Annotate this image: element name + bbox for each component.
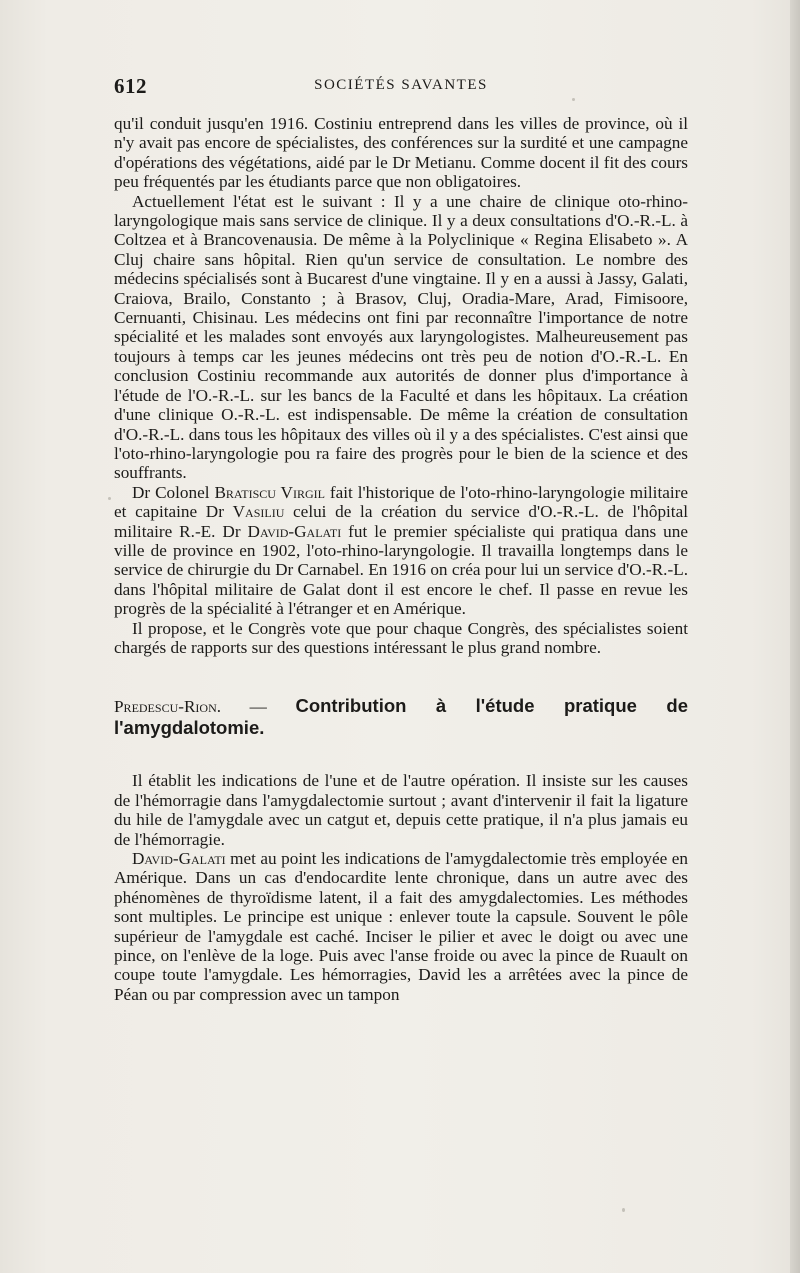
- title-text: Contribution à l'étude pratique de l'amygdalotomie.: [114, 695, 688, 739]
- author-name: Vasiliu: [232, 502, 285, 522]
- paper-speck: [622, 1208, 625, 1212]
- page-body: [114, 114, 688, 1004]
- text-segment: met au point les indications de l'amygdalectomie très employée en Amérique. Dans un cas d'endocardite lente chronique, dans un autre avec des phénomènes de thyroïdisme latent, il a fait des amygdalectomies. Les méthodes sont multiples. Le principe est unique : enlever toute la capsule. Souvent le pôle supérieur de l'amygdale est caché. Inciser le pilier et avec le doigt ou avec une pince, on l'enlève de la loge. Puis avec l'anse froide ou avec la pince de Ruault on coupe toute l'amygdale. Les hémorragies, David les a arrêtées avec la pince de Péan ou par compression avec un tampon: [114, 849, 688, 1004]
- text-segment: Dr Colonel: [132, 482, 215, 502]
- paragraph-indications: Il établit les indications de l'une et de l'autre opération. Il insiste sur les causes de l'hémorragie dans l'amygdalectomie surtout ; avant d'intervenir il fait la ligature du hile de l'amygdale avec un catgut et, depuis cette pratique, il n'a plus jamais eu de l'hémorragie.: [114, 771, 688, 849]
- section-gap: [114, 739, 688, 771]
- author-name: David-Galati: [247, 521, 342, 541]
- paragraph-current-state: Actuellement l'état est le suivant : Il y a une chaire de clinique oto-rhino-laryngologique mais sans service de clinique. Il y a deux consultations d'O.-R.-L. à Coltzea et à Brancovenausia. De même à la Polyclinique « Regina Elisabeto ». A Cluj chaire sans hôpital. Rien qu'un service de consultation. Le nombre des médecins spécialisés sont à Bucarest d'une vingtaine. Il y en a aussi à Jassy, Galati, Craiova, Brailo, Constanto ; à Brasov, Cluj, Oradia-Mare, Arad, Fimisoore, Cernuanti, Chisinau. Les médecins ont fini par reconnaître l'importance de notre spécialité et les malades sont envoyés aux laryngologistes. Malheureusement pas toujours à temps car les jeunes médecins ont très peu de notion d'O.-R.-L. En conclusion Costiniu recommande aux autorités de donner plus d'importance à l'étude de l'O.-R.-L. sur les bancs de la Faculté et dans les hôpitaux. La création d'une clinique O.-R.-L. est indispensable. De même la création de consultation d'O.-R.-L. dans tous les hôpitaux des villes où il y a des spécialistes. C'est ainsi que l'oto-rhino-laryngologie pou ra faire des progrès pour le bien de la science et des souffrants.: [114, 191, 688, 483]
- paper-speck: [108, 497, 111, 500]
- author-name: Bratiscu Virgil: [214, 482, 325, 502]
- running-head: SOCIÉTÉS SAVANTES: [314, 77, 488, 93]
- page-number: 612: [114, 74, 147, 98]
- paragraph-military-history: [114, 483, 688, 619]
- text-segment: celui de la création du service d'O.-R.-L. de l'hôpital militaire R.-E. Dr: [114, 502, 688, 541]
- paper-speck: [572, 98, 575, 101]
- section-title: [114, 695, 688, 739]
- page-header: [114, 74, 688, 100]
- paragraph-costiniu-intro: qu'il conduit jusqu'en 1916. Costiniu entreprend dans les villes de province, où il n'y avait pas encore de spécialistes, des conférences sur la surdité et une campagne d'opérations des végétations, aidé par le Dr Metianu. Comme docent il fit des cours peu fréquentés par les étudiants parce que non obligatoires.: [114, 114, 688, 192]
- text-segment: fut le premier spécialiste qui pratiqua dans une ville de province en 1902, l'oto-rhino-laryngologie. Il travailla longtemps dans le service de chirurgie du Dr Carnabel. En 1916 on créa pour lui un service d'O.-R.-L. dans l'hôpital militaire de Galat dont il est encore le chef. Il passe en revue les progrès de la spécialité à l'étranger et en Amérique.: [114, 521, 688, 619]
- page-edge: [790, 0, 800, 1273]
- paragraph-congress-proposal: Il propose, et le Congrès vote que pour chaque Congrès, des spécialistes soient chargés de rapports sur des questions intéressant le plus grand nombre.: [114, 618, 688, 657]
- section-gap: [114, 657, 688, 695]
- paragraph-david-galati: [114, 849, 688, 1004]
- title-authors: Predescu-Rion.: [114, 697, 222, 717]
- text-segment: fait l'historique de l'oto-rhino-laryngologie militaire et capitaine Dr: [114, 482, 688, 522]
- author-name: David-Galati: [132, 849, 226, 868]
- title-dash: —: [221, 697, 296, 717]
